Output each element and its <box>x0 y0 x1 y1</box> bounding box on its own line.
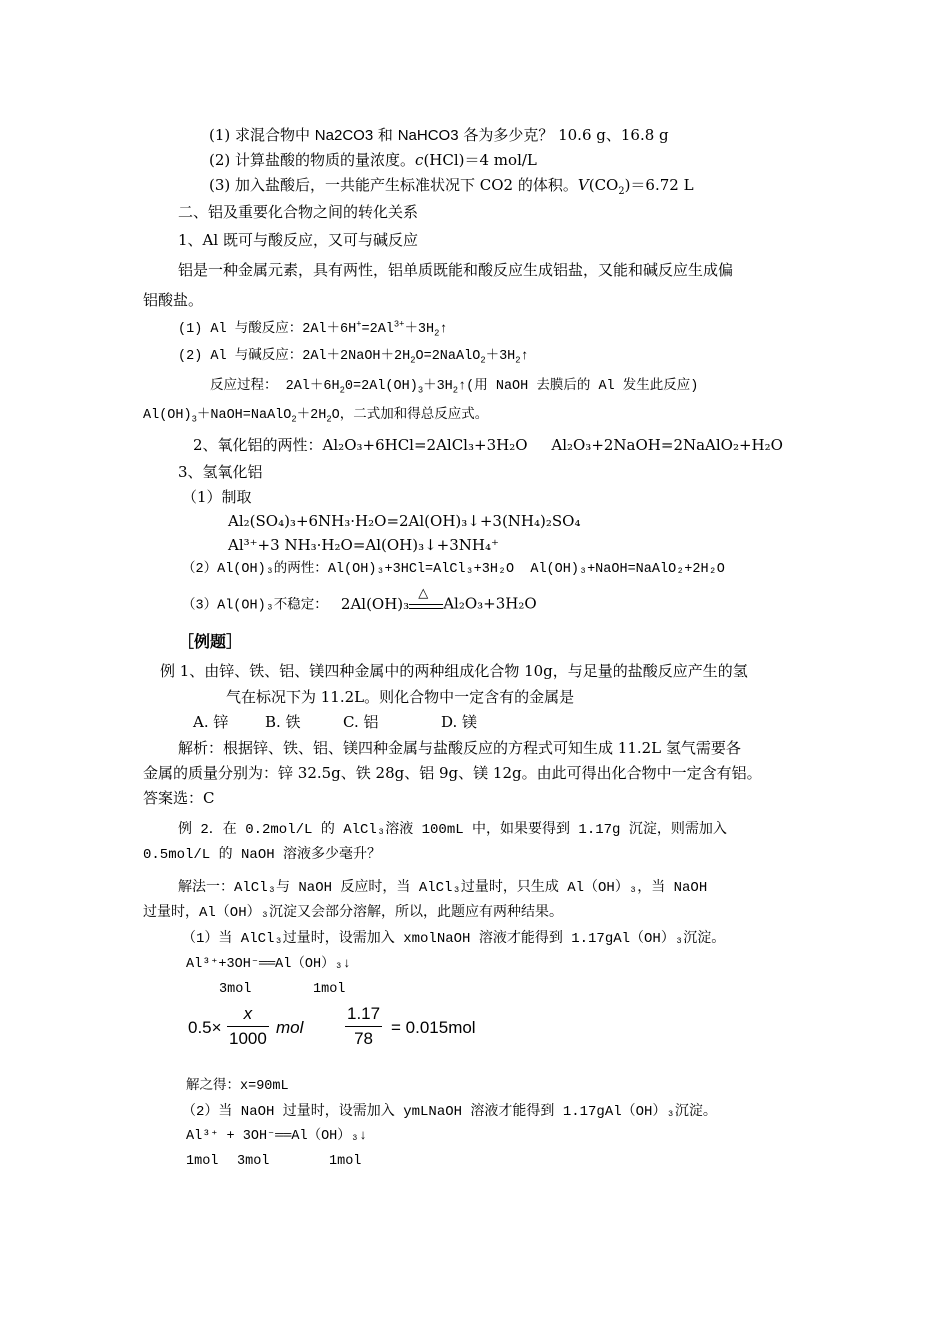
example-title: ［例题］ <box>178 632 243 651</box>
fraction-1.17-over-78: 1.17 78 <box>347 1004 381 1048</box>
formula-unit: mol <box>276 1018 304 1037</box>
delta-symbol: △ <box>418 586 429 601</box>
answer: 答案选：C <box>143 789 215 807</box>
question-2: (2) 计算盐酸的物质的量浓度。c(HCl)＝4 mol/L <box>209 151 537 169</box>
option-a: A. 锌 <box>193 713 229 731</box>
question-3: (3) 加入盐酸后，一共能产生标准状况下 CO2 的体积。$V(CO_2)=6.72$ L <box>209 176 694 197</box>
mol-label: 3mol <box>219 982 252 997</box>
paragraph-line: 铝酸盐。 <box>143 291 204 309</box>
mol-label: 1mol <box>329 1154 362 1169</box>
fraction-x-over-1000: x 1000 <box>229 1004 267 1048</box>
case-1: （1）当 AlCl₃过量时，设需加入 xmolNaOH 溶液才能得到 1.17gAl（OH）₃沉淀。 <box>182 931 726 947</box>
example-1-line-1: 例 1、由锌、铁、铝、镁四种金属中的两种组成化合物 10g，与足量的盐酸反应产生的氢 <box>160 662 748 680</box>
hydroxide-unstable: （3）Al(OH)₃不稳定： 2Al(OH)₃ △ Al₂O₃+3H₂O <box>182 586 537 614</box>
option-c: C. 铝 <box>343 713 379 731</box>
example-2-line-2: 0.5mol/L 的 NaOH 溶液多少毫升？ <box>143 847 382 863</box>
analysis-line-1: 解析：根据锌、铁、铝、镁四种金属与盐酸反应的方程式可知生成 11.2L 氢气需要各 <box>178 739 741 757</box>
reaction-acid: (1) Al 与酸反应：$2Al+6H^+=2Al^{3+}+3H_2↑$ <box>178 319 448 339</box>
option-b: B. 铁 <box>265 713 301 731</box>
equation-b: Al³⁺ + 3OH⁻══Al（OH）₃↓ <box>186 1129 367 1144</box>
reaction-process: 反应过程： $2Al+6H_20=2Al(OH)_3+3H_2↑$(用 NaOH 去膜后的 Al 发生此反应) <box>210 379 699 396</box>
equation-a: Al³⁺+3OH⁻══Al（OH）₃↓ <box>186 957 351 972</box>
solution-line-1: 解法一：AlCl₃与 NaOH 反应时，当 AlCl₃过量时，只生成 Al（OH）₃，当 NaOH <box>178 880 708 896</box>
example-2-line-1: 例 2．在 0.2mol/L 的 AlCl₃溶液 100mL 中，如果要得到 1.17g 沉淀，则需加入 <box>178 822 727 838</box>
mol-label: 3mol <box>237 1154 270 1169</box>
prep-equation-1: Al₂(SO₄)₃+6NH₃·H₂O=2Al(OH)₃↓+3(NH₄)₂SO₄ <box>228 512 581 530</box>
example-1-line-2: 气在标况下为 11.2L。则化合物中一定含有的金属是 <box>226 688 575 706</box>
oxide-amphoteric: 2、氧化铝的两性：Al₂O₃+6HCl=2AlCl₃+3H₂O Al₂O₃+2NaOH=2NaAlO₂+H₂O <box>193 436 783 454</box>
formula-prefix: 0.5× <box>188 1018 222 1037</box>
mol-label: 1mol <box>313 982 346 997</box>
subsection-title-1: 1、Al 既可与酸反应，又可与碱反应 <box>178 231 418 249</box>
result-1: 解之得：x=90mL <box>186 1079 289 1094</box>
formula-result: = 0.015mol <box>391 1018 476 1037</box>
analysis-line-2: 金属的质量分别为：锌 32.5g、铁 28g、铝 9g、镁 12g。由此可得出化合物中一定含有铝。 <box>143 764 762 782</box>
hydroxide-amphoteric: （2）Al(OH)₃的两性：Al(OH)₃+3HCl=AlCl₃+3H₂O Al(OH)₃+NaOH=NaAlO₂+2H₂O <box>182 562 725 577</box>
prep-equation-2: Al³⁺+3 NH₃·H₂O=Al(OH)₃↓+3NH₄⁺ <box>228 536 499 554</box>
solution-line-2: 过量时，Al（OH）₃沉淀又会部分溶解，所以，此题应有两种结果。 <box>143 905 564 921</box>
option-d: D. 镁 <box>441 713 478 731</box>
prep-title: （1）制取 <box>182 488 252 506</box>
heat-double-line <box>409 586 443 613</box>
subsection-title-3: 3、氢氧化铝 <box>178 463 263 481</box>
question-1: (1) 求混合物中 Na2CO3 和 NaHCO3 各为多少克？ 10.6 g、16.8 g <box>209 126 669 144</box>
section-title: 二、铝及重要化合物之间的转化关系 <box>178 203 419 221</box>
paragraph-line: 铝是一种金属元素，具有两性，铝单质既能和酸反应生成铝盐，又能和碱反应生成偏 <box>178 261 734 279</box>
reaction-process-2: $Al(OH)_3+NaOH=NaAlO_2+2H_2O$，二式加和得总反应式。 <box>143 408 489 425</box>
case-2: （2）当 NaOH 过量时，设需加入 ymLNaOH 溶液才能得到 1.17gAl（OH）₃沉淀。 <box>182 1104 717 1120</box>
reaction-base: (2) Al 与碱反应：$2Al+2NaOH+2H_2O=2NaAlO_2+3H_2↑$ <box>178 349 529 366</box>
mol-label: 1mol <box>186 1154 219 1169</box>
